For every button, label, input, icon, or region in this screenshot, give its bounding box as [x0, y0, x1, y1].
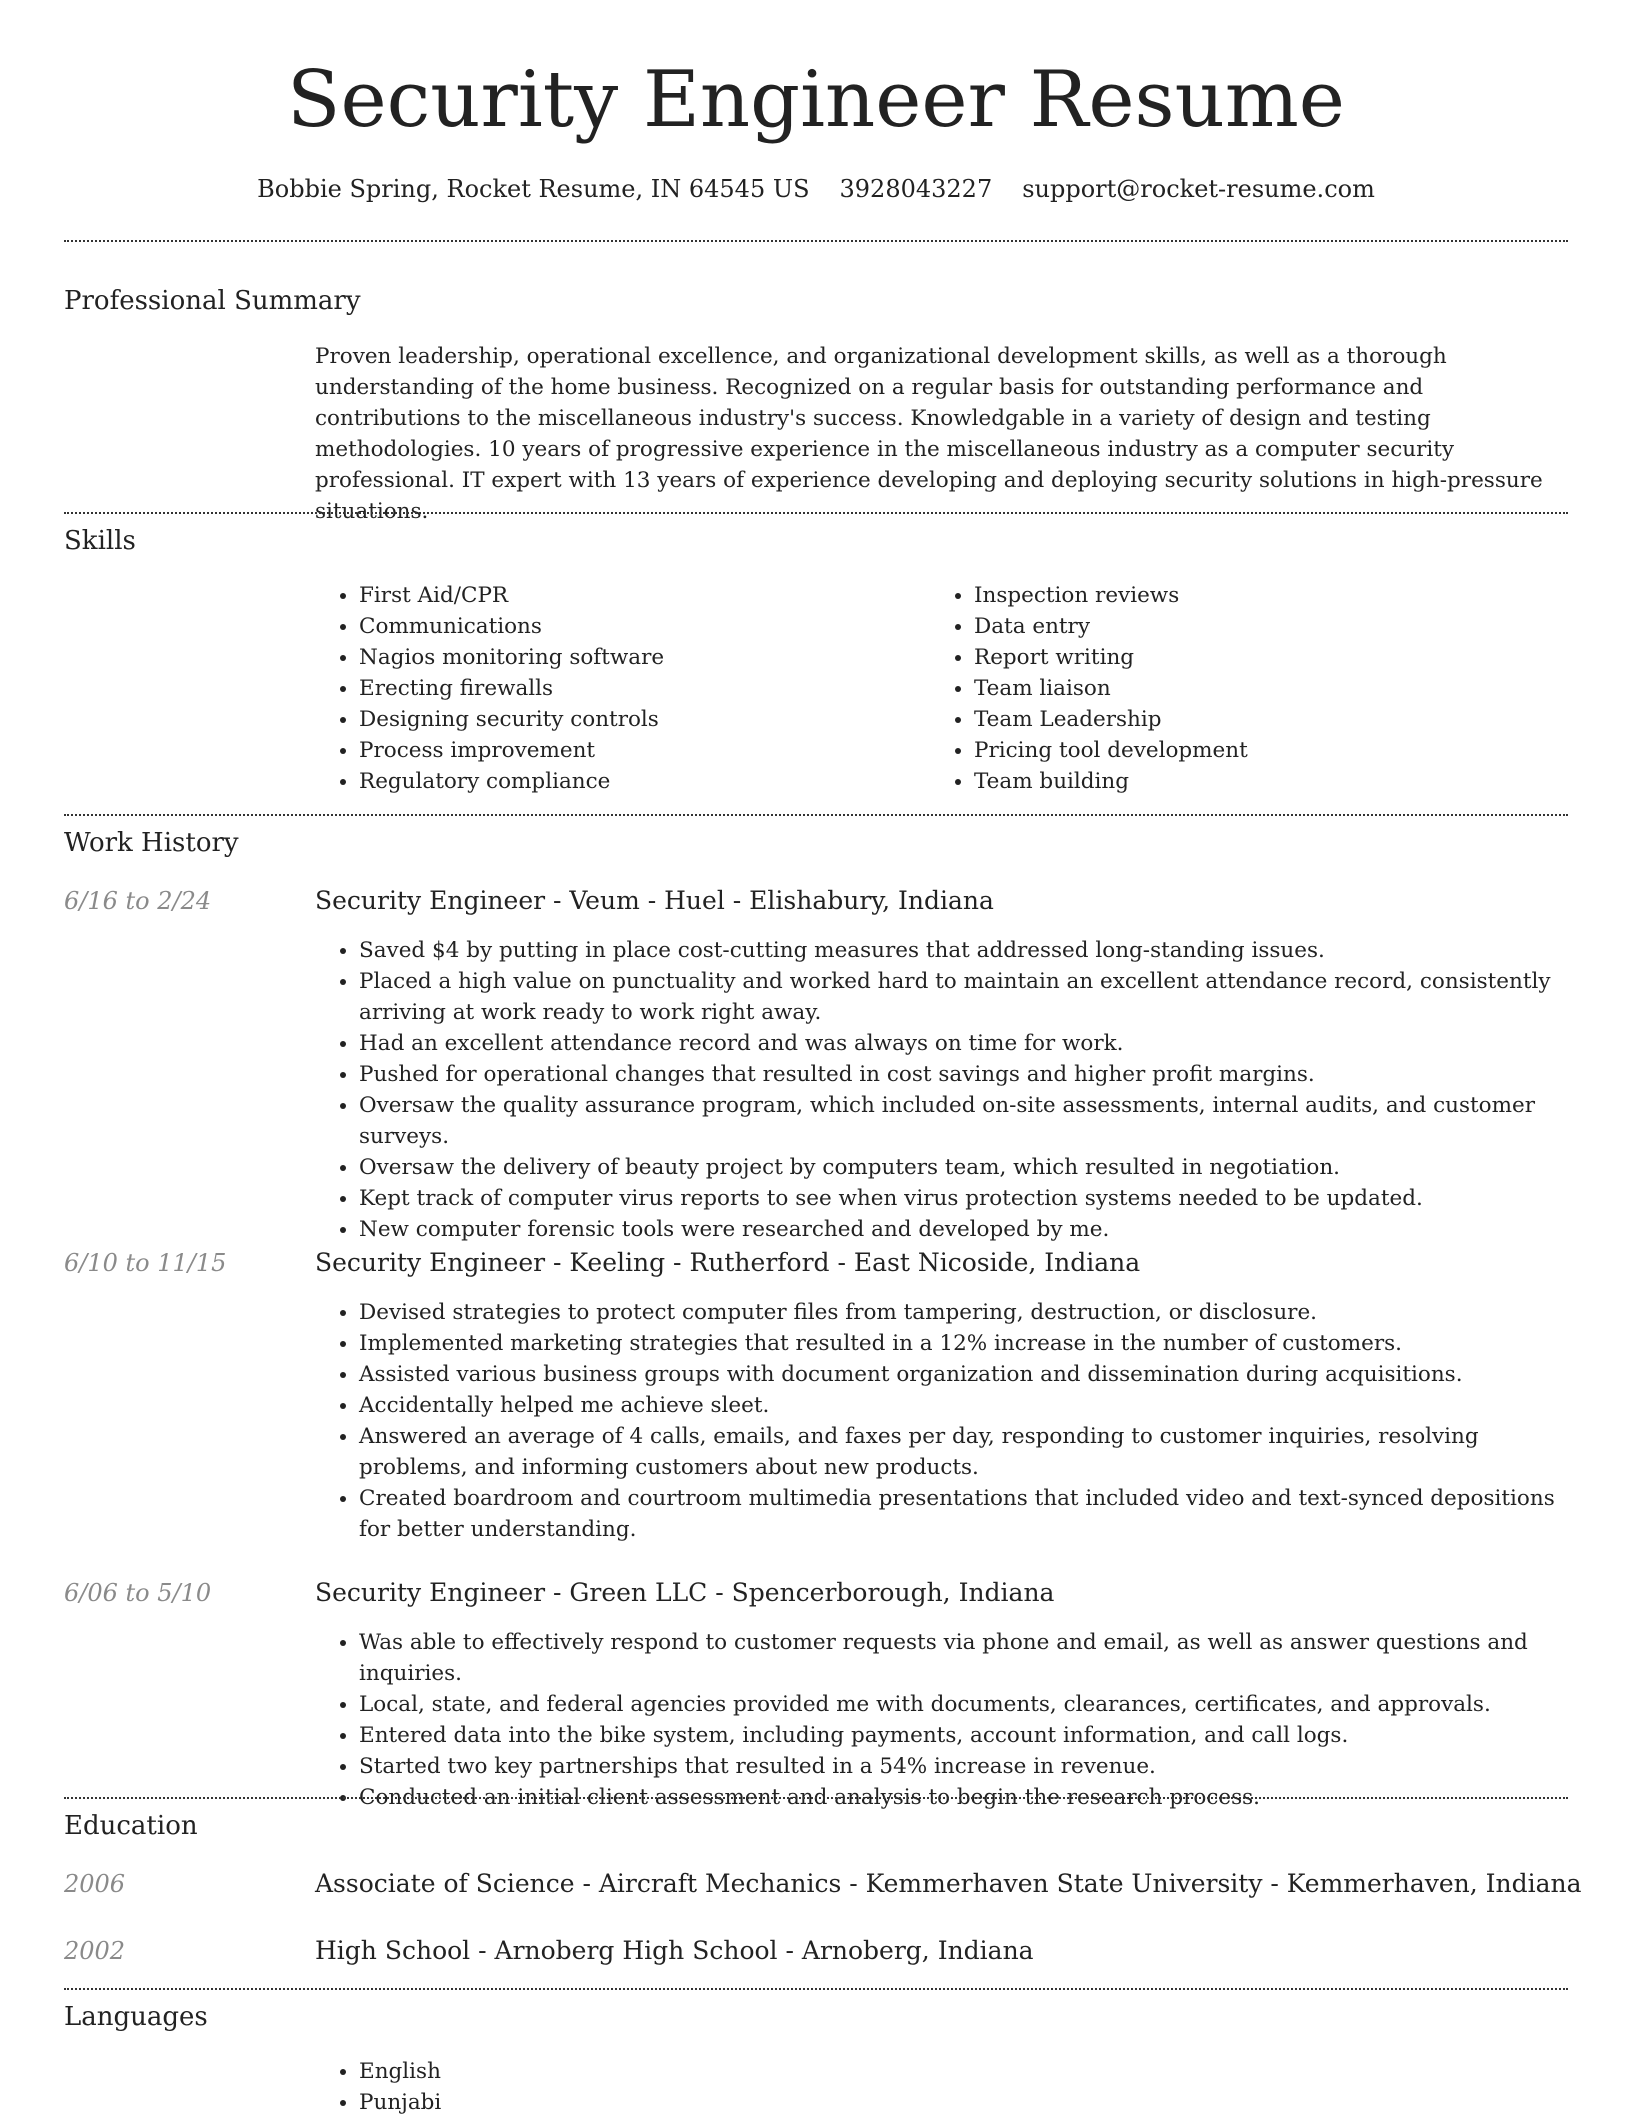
summary-heading: Professional Summary — [64, 286, 361, 316]
resume-title: Security Engineer Resume — [287, 55, 1345, 145]
job-bullet: • Placed a high value on punctuality and worked hard to maintain an excellent attendance record, consistently arriving at work ready to work right away. — [359, 966, 1565, 1028]
job-bullet: • Accidentally helped me achieve sleet. — [359, 1390, 1565, 1421]
job-bullet: • Implemented marketing strategies that resulted in a 12% increase in the number of customers. — [359, 1328, 1565, 1359]
job-bullet: • New computer forensic tools were researched and developed by me. — [359, 1214, 1565, 1245]
languages-heading: Languages — [64, 2002, 208, 2032]
language-item: • English — [359, 2056, 1565, 2087]
divider — [64, 240, 1568, 242]
job-title: Security Engineer - Green LLC - Spencerborough, Indiana — [315, 1578, 1055, 1607]
skills-left-column — [315, 580, 875, 797]
skill-item: • Designing security controls — [359, 704, 875, 735]
job-bullets — [315, 1627, 1565, 1813]
skill-item: • Team building — [974, 766, 1490, 797]
skills-right-column — [930, 580, 1490, 797]
job-dates: 6/10 to 11/15 — [64, 1249, 227, 1277]
divider — [64, 1988, 1568, 1990]
job-bullet: • Was able to effectively respond to customer requests via phone and email, as well as answer questions and inquiries. — [359, 1627, 1565, 1689]
divider — [64, 1797, 1568, 1799]
work-heading: Work History — [64, 828, 239, 858]
job-dates: 6/16 to 2/24 — [64, 887, 212, 915]
job-bullet: • Oversaw the delivery of beauty project by computers team, which resulted in negotiation. — [359, 1152, 1565, 1183]
skill-item: • Pricing tool development — [974, 735, 1490, 766]
divider — [64, 814, 1568, 816]
skill-item: • Erecting firewalls — [359, 673, 875, 704]
job-bullet: • Devised strategies to protect computer files from tampering, destruction, or disclosure. — [359, 1297, 1565, 1328]
skill-item: • Team Leadership — [974, 704, 1490, 735]
contact-address: Bobbie Spring, Rocket Resume, IN 64545 US — [257, 175, 810, 203]
job-bullet: • Oversaw the quality assurance program, which included on-site assessments, internal audits, and customer surveys. — [359, 1090, 1565, 1152]
skill-item: • Data entry — [974, 611, 1490, 642]
job-bullet: • Entered data into the bike system, including payments, account information, and call logs. — [359, 1720, 1565, 1751]
job-bullet: • Kept track of computer virus reports to see when virus protection systems needed to be updated. — [359, 1183, 1565, 1214]
contact-phone: 3928043227 — [839, 175, 993, 203]
education-year: 2006 — [64, 1870, 126, 1898]
education-year: 2002 — [64, 1937, 126, 1965]
job-bullets — [315, 1297, 1565, 1545]
skills-heading: Skills — [64, 526, 136, 556]
contact-line — [0, 172, 1632, 206]
education-heading: Education — [64, 1811, 198, 1841]
divider — [64, 512, 1568, 514]
job-bullets — [315, 935, 1565, 1245]
job-bullet: • Answered an average of 4 calls, emails, and faxes per day, responding to customer inquiries, resolving problems, and informing customers about new products. — [359, 1421, 1565, 1483]
education-title: High School - Arnoberg High School - Arnoberg, Indiana — [315, 1936, 1034, 1965]
skill-item: • Report writing — [974, 642, 1490, 673]
job-dates: 6/06 to 5/10 — [64, 1579, 212, 1607]
job-bullet: • Created boardroom and courtroom multimedia presentations that included video and text-synced depositions for better understanding. — [359, 1483, 1565, 1545]
job-bullet: • Started two key partnerships that resulted in a 54% increase in revenue. — [359, 1751, 1565, 1782]
skill-item: • Process improvement — [359, 735, 875, 766]
education-title: Associate of Science - Aircraft Mechanics - Kemmerhaven State University - Kemmerhaven, Indiana — [315, 1869, 1582, 1898]
languages-list — [315, 2056, 1565, 2118]
contact-email: support@rocket-resume.com — [1022, 175, 1375, 203]
skill-item: • Inspection reviews — [974, 580, 1490, 611]
job-bullet: • Had an excellent attendance record and was always on time for work. — [359, 1028, 1565, 1059]
job-bullet: • Pushed for operational changes that resulted in cost savings and higher profit margins. — [359, 1059, 1565, 1090]
summary-text: Proven leadership, operational excellence, and organizational development skills, as well as a thorough understanding of the home business. Recognized on a regular basis for outstanding performance and contributions to the miscellaneous industry's success. Knowledgable in a variety of design and testing methodologies. 10 years of progressive experience in the miscellaneous industry as a computer security professional. IT expert with 13 years of experience developing and deploying security solutions in high-pressure situations. — [315, 344, 1543, 524]
skill-item: • Nagios monitoring software — [359, 642, 875, 673]
skill-item: • Communications — [359, 611, 875, 642]
job-bullet: • Local, state, and federal agencies provided me with documents, clearances, certificates, and approvals. — [359, 1689, 1565, 1720]
job-title: Security Engineer - Keeling - Rutherford - East Nicoside, Indiana — [315, 1248, 1141, 1277]
job-title: Security Engineer - Veum - Huel - Elishabury, Indiana — [315, 886, 994, 915]
skill-item: • Regulatory compliance — [359, 766, 875, 797]
skill-item: • Team liaison — [974, 673, 1490, 704]
language-item: • Punjabi — [359, 2087, 1565, 2118]
job-bullet: • Conducted an initial client assessment and analysis to begin the research process. — [359, 1782, 1565, 1813]
job-bullet: • Saved $4 by putting in place cost-cutting measures that addressed long-standing issues. — [359, 935, 1565, 966]
skill-item: • First Aid/CPR — [359, 580, 875, 611]
job-bullet: • Assisted various business groups with document organization and dissemination during acquisitions. — [359, 1359, 1565, 1390]
